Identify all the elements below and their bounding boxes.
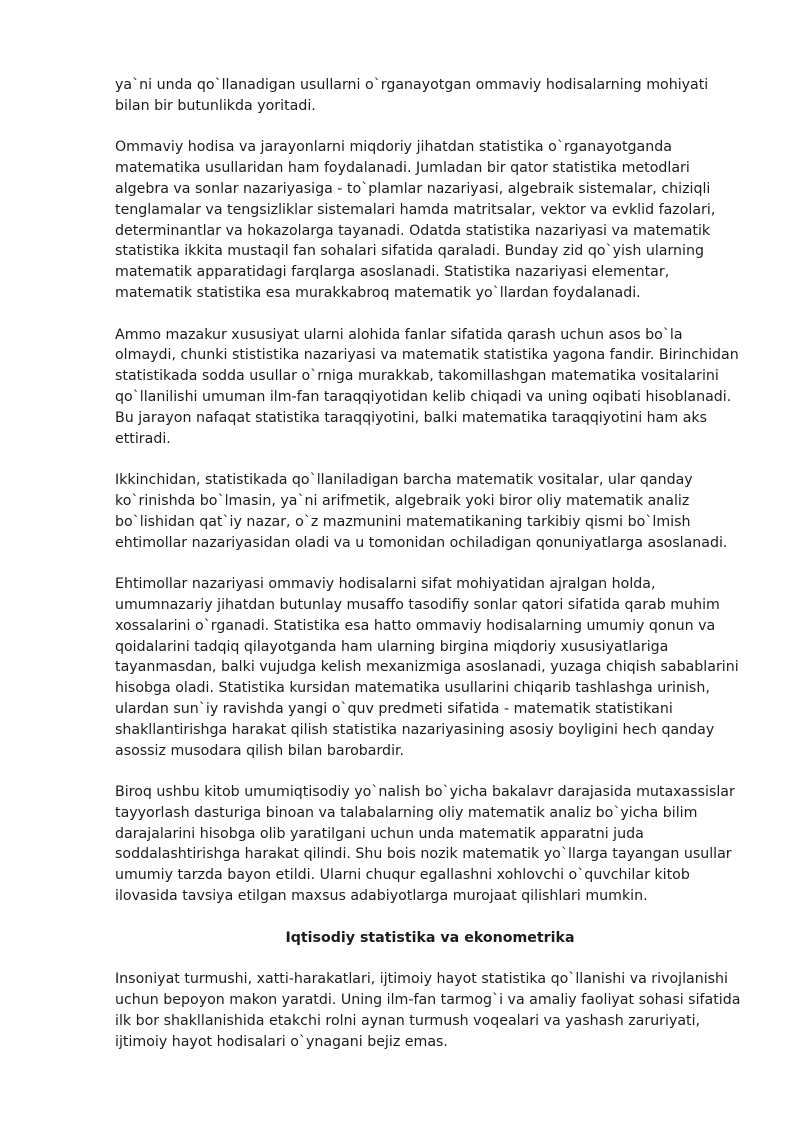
paragraph-5: Ehtimollar nazariyasi ommaviy hodisalarni sifat mohiyatidan ajralgan holda, umumnazariy jihatdan butunlay musaffo tasodifiy sonlar qatori sifatida qarab muhim xossalarini o`rganadi. Statistika esa hatto ommaviy hodisalarning umumiy qonun va qoidalarini tadqiq qilayotganda ham ularning birgina miqdoriy xususiyatlariga tayanmasdan, balki vujudga kelish mexanizmiga asoslanadi, yuzaga chiqish sabablarini hisobga oladi. Statistika kursidan matematika usullarini chiqarib tashlashga urinish, ulardan sun`iy ravishda yangi o`quv predmeti sifatida - matematik statistikani shakllantirishga harakat qilish statistika nazariyasining asosiy boyligini hech qanday asossiz musodara qilish bilan barobardir. (115, 576, 739, 759)
paragraph-6: Biroq ushbu kitob umumiqtisodiy yo`nalish bo`yicha bakalavr darajasida mutaxassislar tayyorlash dasturiga binoan va talabalarning oliy matematik analiz bo`yicha bilim darajalarini hisobga olib yaratilgani uchun unda matematik apparatni juda soddalashtirishga harakat qilindi. Shu bois nozik matematik yo`llarga tayangan usullar umumiy tarzda bayon etildi. Ularni chuqur egallashni xohlovchi o`quvchilar kitob ilovasida tavsiya etilgan maxsus adabiyotlarga murojaat qilishlari mumkin. (115, 784, 735, 905)
section-paragraph: Insoniyat turmushi, xatti-harakatlari, ijtimoiy hayot statistika qo`llanishi va rivojlanishi uchun bepoyon makon yaratdi. Uning ilm-fan tarmog`i va amaliy faoliyat sohasi sifatida ilk bor shakllanishida etakchi rolni aynan turmush voqealari va yashash zaruriyati, ijtimoiy hayot hodisalari o`ynagani bejiz emas. (115, 971, 741, 1050)
paragraph-3: Ammo mazakur xususiyat ularni alohida fanlar sifatida qarash uchun asos bo`la olmaydi, chunki stististika nazariyasi va matematik statistika yagona fandir. Birinchidan statistikada sodda usullar o`rniga murakkab, takomillashgan matematika vositalarini qo`llanilishi umuman ilm-fan taraqqiyotidan kelib chiqadi va uning oqibati hisoblanadi. Bu jarayon nafaqat statistika taraqqiyotini, balki matematika taraqqiyotini ham aks ettiradi. (115, 326, 739, 447)
paragraph-2: Ommaviy hodisa va jarayonlarni miqdoriy jihatdan statistika o`rganayotganda matematika usullaridan ham foydalanadi. Jumladan bir qator statistika metodlari algebra va sonlar nazariyasiga - to`plamlar nazariyasi, algebraik sistemalar, chiziqli tenglamalar va tengsizliklar sistemalari hamda matritsalar, vektor va evklid fazolari, determinantlar va hokazolarga tayanadi. Odatda statistika nazariyasi va matematik statistika ikkita mustaqil fan sohalari sifatida qaraladi. Bunday zid qo`yish ularning matematik apparatidagi farqlarga asoslanadi. Statistika nazariyasi elementar, matematik statistika esa murakkabroq matematik yo`llardan foydalanadi. (115, 139, 716, 301)
document-page (115, 75, 745, 1073)
paragraph-4: Ikkinchidan, statistikada qo`llaniladigan barcha matematik vositalar, ular qanday ko`rinishda bo`lmasin, ya`ni arifmetik, algebraik yoki biror oliy matematik analiz bo`lishidan qat`iy nazar, o`z mazmunini matematikaning tarkibiy qismi bo`lmish ehtimollar nazariyasidan oladi va u tomonidan ochiladigan qonuniyatlarga asoslanadi. (115, 472, 728, 551)
section-heading: Iqtisodiy statistika va ekonometrika (285, 929, 575, 946)
paragraph-1: ya`ni unda qo`llanadigan usullarni o`rganayotgan ommaviy hodisalarning mohiyati bilan bir butunlikda yoritadi. (115, 77, 709, 114)
